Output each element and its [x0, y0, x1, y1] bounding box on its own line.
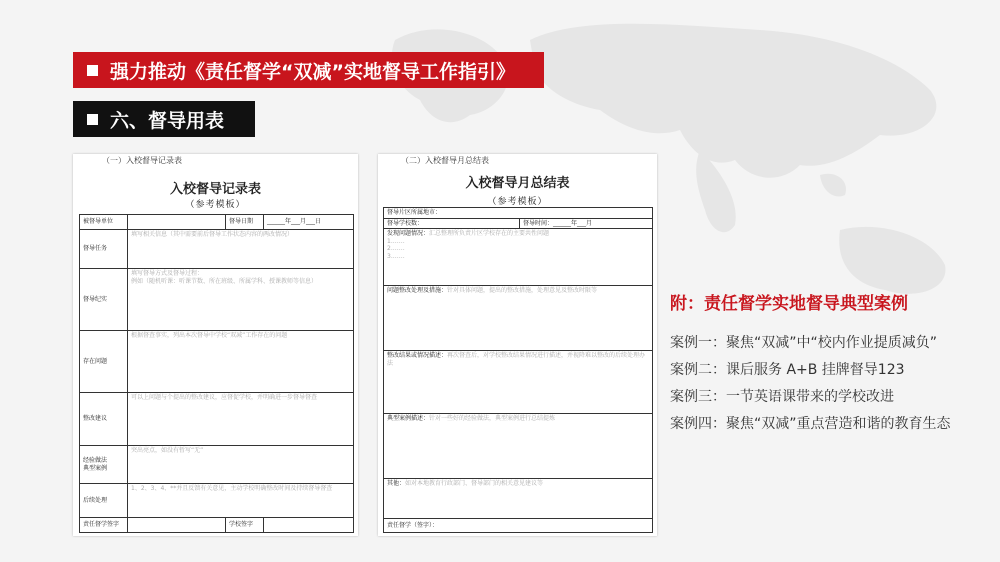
- case-list: [670, 330, 951, 438]
- followup-label: 后续处理: [80, 484, 128, 518]
- other-label: 其他：: [387, 480, 406, 487]
- issues-hint: 汇总整理所负责片区学校存在的主要共性问题: [429, 230, 550, 237]
- issues-item: 2.……: [387, 245, 405, 252]
- case-item: 案例三：一节英语课带来的学校改进: [670, 389, 894, 405]
- rectify-label: 问题整改处理及措施：: [387, 287, 448, 294]
- visit-record-form-sheet: [73, 154, 358, 536]
- form1-title: 入校督导记录表: [169, 182, 261, 197]
- form1-section-label: （一）入校督导记录表: [102, 156, 182, 165]
- appendix-title: 附：责任督学实地督导典型案例: [670, 294, 908, 314]
- result-hint: 再次督查后，对学校整改结果情况进行描述，并视降难以整改的后续处理办法: [387, 352, 646, 367]
- time-value: ______年___月: [553, 219, 593, 227]
- record-hint-1: 填写督导方式及督导过程：: [131, 270, 204, 277]
- problem-hint: 根据督查事实，列出本次督导中学校“双减”工作存在的问题: [131, 332, 288, 339]
- followup-hint: 1、2、3、4、**并且反馈有关意见，主动学校明确整改时间及持续督导督查: [131, 485, 333, 492]
- main-title-banner: [73, 52, 544, 88]
- unit-value: [128, 215, 226, 230]
- date-label: 督导日期: [226, 215, 264, 230]
- case-label: 典型案例描述：: [387, 415, 430, 422]
- suggest-hint: 可以上问题与个提出的整改建议，应督促学校，并明确进一步督导督查: [131, 394, 318, 401]
- case-hint: 针对一些好的经验做法，典型案例进行总结提炼: [429, 415, 556, 422]
- case-item: 案例二：课后服务 A+B 挂牌督导123: [670, 362, 905, 378]
- task-label: 督导任务: [80, 230, 128, 269]
- case-item: 案例四：聚焦“双减”重点营造和谐的教育生态: [670, 416, 951, 432]
- rectify-hint: 针对具体问题，提出的整改措施，处理意见及整改时限等: [447, 287, 598, 294]
- monthly-summary-table: [383, 207, 653, 533]
- main-title: 强力推动《责任督学“双减”实地督导工作指引》: [110, 60, 515, 83]
- form2-subtitle: （参考模板）: [487, 197, 548, 207]
- bullet-square-icon: [87, 65, 98, 76]
- suggest-label: 整改建议: [80, 393, 128, 446]
- sign2-label: 责任督学（签字）：: [384, 519, 653, 533]
- count-label: 督导学校数：: [384, 218, 520, 229]
- issues-label: 发现问题情况：: [387, 230, 430, 237]
- bullet-square-icon: [87, 114, 98, 125]
- visit-record-table: [79, 214, 354, 533]
- issues-item: 3.……: [387, 252, 405, 260]
- result-label: 整改结果或情况描述：: [387, 352, 448, 359]
- case-item: 案例一：聚焦“双减”中“校内作业提质减负”: [670, 335, 938, 351]
- form2-title: 入校督导月总结表: [465, 176, 570, 191]
- date-value: ______年___月___日: [264, 215, 354, 230]
- issues-item: 1.……: [387, 237, 405, 245]
- sign-label: 责任督学签字: [80, 518, 128, 533]
- time-label: 督导时间：: [523, 219, 554, 227]
- sign-value: [128, 518, 226, 533]
- exp-label: 经验做法 典型案例: [80, 446, 128, 484]
- school-sign-value: [264, 518, 354, 533]
- monthly-summary-form-sheet: [378, 154, 657, 536]
- area-label: 督导片区所属地市：: [384, 208, 653, 219]
- task-hint: 填写相关信息（其中需要前后督导工作状态内容的两改情况）: [131, 231, 294, 238]
- record-hint-2: 例如（随机听课：听课节数、所在班级、所属学科、授课教师等信息）: [131, 277, 318, 285]
- unit-label: 被督导单位: [80, 215, 128, 230]
- exp-hint: 突出亮点，如没有暂写“无”: [131, 447, 204, 454]
- form2-section-label: （二）入校督导月总结表: [401, 156, 489, 165]
- problem-label: 存在问题: [80, 331, 128, 393]
- other-hint: 如对本地教育行政部门、督导部门的相关意见建议等: [405, 480, 544, 487]
- section-title: 六、督导用表: [110, 109, 225, 132]
- section-banner: [73, 101, 255, 137]
- school-sign-label: 学校签字: [226, 518, 264, 533]
- record-label: 督导纪实: [80, 269, 128, 331]
- form1-subtitle: （参考模板）: [185, 200, 246, 210]
